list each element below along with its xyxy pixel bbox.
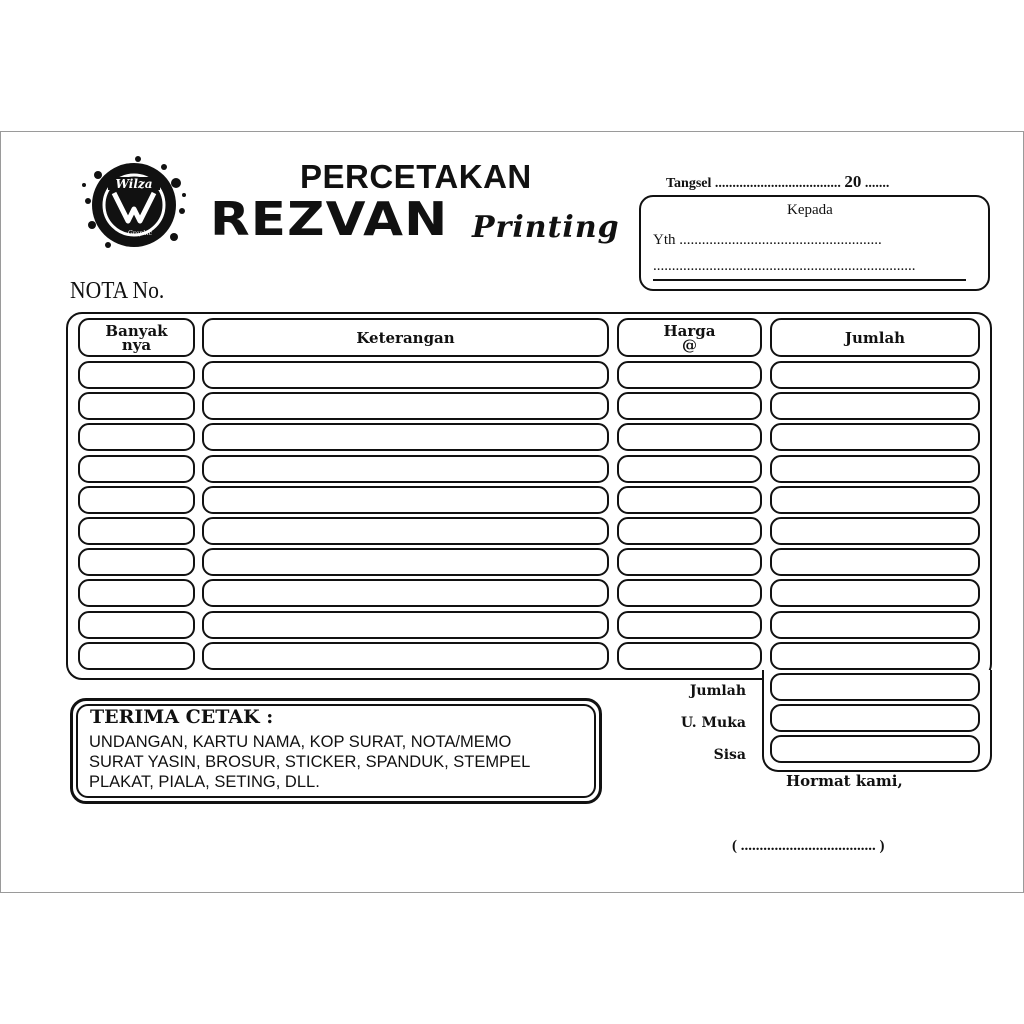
header-harga-line1: Harga [663, 321, 716, 340]
services-title: TERIMA CETAK : [90, 706, 274, 728]
row-10-qty-field[interactable] [78, 642, 195, 670]
total-umuka-label: U. Muka [680, 715, 746, 731]
row-5-price-field[interactable] [617, 486, 762, 514]
row-4-qty-field[interactable] [78, 455, 195, 483]
recipient-yth[interactable] [653, 232, 882, 249]
header-keterangan: Keterangan [202, 318, 609, 357]
yth-dots[interactable]: ...................................................... [679, 232, 882, 248]
svg-text:Wilza: Wilza [115, 177, 153, 191]
row-7-desc-field[interactable] [202, 548, 609, 576]
date-line [666, 172, 889, 192]
services-line-2: SURAT YASIN, BROSUR, STICKER, SPANDUK, STEMPEL [89, 753, 531, 771]
signature-line[interactable]: ( .................................... ) [732, 838, 885, 854]
total-sisa-field[interactable] [770, 735, 980, 763]
row-4-desc-field[interactable] [202, 455, 609, 483]
svg-text:Graphic: Graphic [127, 230, 153, 237]
date-year-dots[interactable]: ....... [864, 176, 890, 191]
row-7-amount-field[interactable] [770, 548, 980, 576]
row-2-amount-field[interactable] [770, 392, 980, 420]
closing-greeting: Hormat kami, [786, 772, 903, 790]
row-2-price-field[interactable] [617, 392, 762, 420]
row-6-qty-field[interactable] [78, 517, 195, 545]
row-4-price-field[interactable] [617, 455, 762, 483]
total-jumlah-label: Jumlah [689, 683, 746, 699]
row-6-amount-field[interactable] [770, 517, 980, 545]
header-percetakan: PERCETAKAN [300, 158, 532, 195]
row-3-price-field[interactable] [617, 423, 762, 451]
total-umuka-field[interactable] [770, 704, 980, 732]
row-4-amount-field[interactable] [770, 455, 980, 483]
row-9-amount-field[interactable] [770, 611, 980, 639]
row-9-price-field[interactable] [617, 611, 762, 639]
header-jumlah: Jumlah [770, 318, 980, 357]
date-city: Tangsel [666, 176, 712, 191]
row-3-amount-field[interactable] [770, 423, 980, 451]
recipient-label: Kepada [787, 202, 833, 218]
row-8-desc-field[interactable] [202, 579, 609, 607]
header-banyaknya-line1: Banyak [105, 321, 168, 340]
row-1-price-field[interactable] [617, 361, 762, 389]
nota-number-label: NOTA No. [70, 278, 165, 304]
row-8-price-field[interactable] [617, 579, 762, 607]
row-2-desc-field[interactable] [202, 392, 609, 420]
header-brand-suffix: Printing [472, 210, 620, 245]
yth-label: Yth [653, 232, 676, 248]
row-7-qty-field[interactable] [78, 548, 195, 576]
header-banyaknya-line2: nya [121, 335, 152, 354]
row-2-qty-field[interactable] [78, 392, 195, 420]
row-3-qty-field[interactable] [78, 423, 195, 451]
date-year: 20 [844, 172, 862, 191]
row-1-desc-field[interactable] [202, 361, 609, 389]
wilza-logo [78, 155, 190, 255]
total-sisa-label: Sisa [713, 747, 746, 763]
header-banyaknya [78, 318, 195, 357]
row-7-price-field[interactable] [617, 548, 762, 576]
row-6-desc-field[interactable] [202, 517, 609, 545]
row-5-desc-field[interactable] [202, 486, 609, 514]
row-5-amount-field[interactable] [770, 486, 980, 514]
services-line-1: UNDANGAN, KARTU NAMA, KOP SURAT, NOTA/MEMO [89, 733, 512, 751]
recipient-underline [653, 279, 966, 281]
row-10-price-field[interactable] [617, 642, 762, 670]
date-dots[interactable]: .................................... [714, 176, 841, 191]
services-line-3: PLAKAT, PIALA, SETING, DLL. [89, 773, 320, 791]
header-harga [617, 318, 762, 357]
row-8-qty-field[interactable] [78, 579, 195, 607]
header-harga-line2: @ [681, 335, 697, 354]
row-10-amount-field[interactable] [770, 642, 980, 670]
row-9-qty-field[interactable] [78, 611, 195, 639]
row-10-desc-field[interactable] [202, 642, 609, 670]
row-6-price-field[interactable] [617, 517, 762, 545]
recipient-address-line[interactable]: ...................................................................... [653, 258, 916, 274]
total-jumlah-field[interactable] [770, 673, 980, 701]
row-5-qty-field[interactable] [78, 486, 195, 514]
row-3-desc-field[interactable] [202, 423, 609, 451]
row-8-amount-field[interactable] [770, 579, 980, 607]
row-1-amount-field[interactable] [770, 361, 980, 389]
header-brand: REZVAN [210, 192, 449, 246]
row-1-qty-field[interactable] [78, 361, 195, 389]
row-9-desc-field[interactable] [202, 611, 609, 639]
